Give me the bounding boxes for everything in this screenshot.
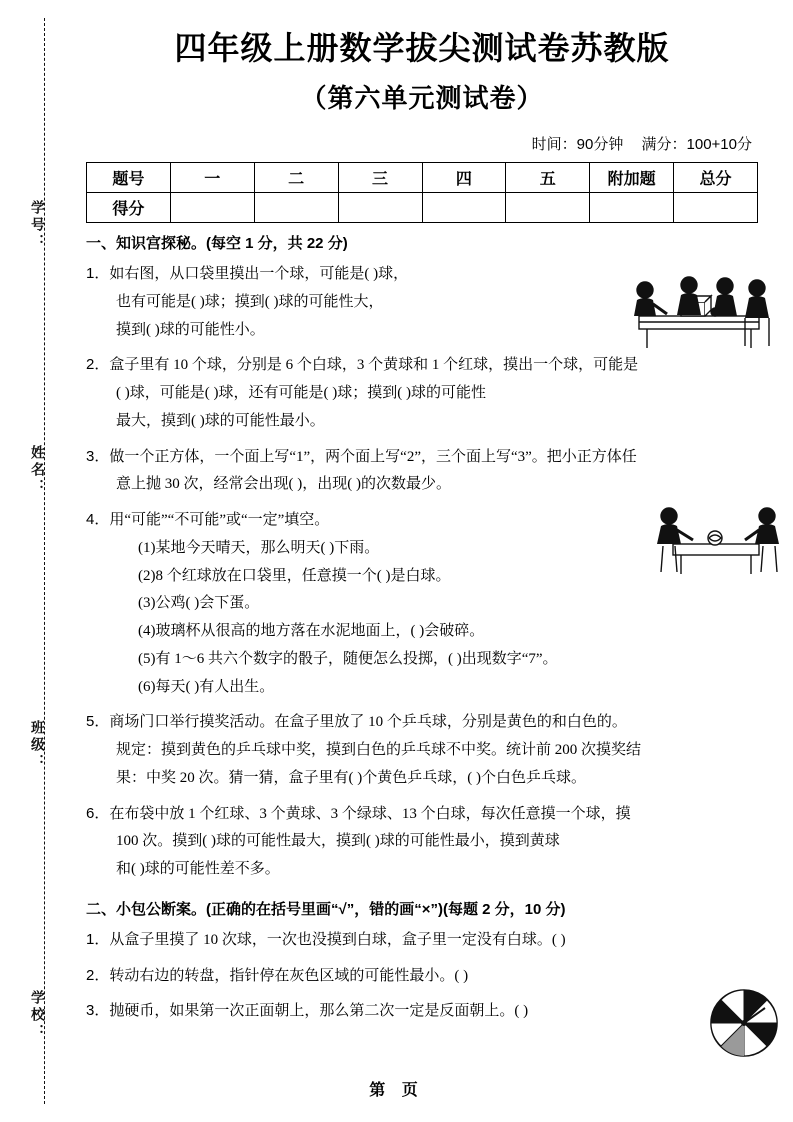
q4-item-2: (2)8 个红球放在口袋里，任意摸一个( )是白球。 xyxy=(138,567,451,584)
side-label-student-number: 学号： xyxy=(30,200,46,251)
side-label-group xyxy=(18,0,48,1122)
question-2-3 xyxy=(86,997,758,1026)
exam-time: 时间：90分钟 xyxy=(531,136,624,153)
q4-number: 4． xyxy=(86,511,110,528)
side-label-class: 班级： xyxy=(30,720,46,771)
score-header-2: 二 xyxy=(254,163,338,193)
question-1-2 xyxy=(86,351,758,435)
s2-q2-text: 转动右边的转盘，指针停在灰色区域的可能性最小。( ) xyxy=(109,967,469,984)
question-2-2 xyxy=(86,962,758,991)
side-label-school: 学校： xyxy=(30,990,46,1041)
q2-line1: 盒子里有 10 个球，分别是 6 个白球，3 个黄球和 1 个红球，摸出一个球，可能是 xyxy=(109,357,639,374)
spinner-wheel-illustration xyxy=(707,986,781,1060)
score-header-1: 一 xyxy=(170,163,254,193)
q3-number: 3． xyxy=(86,447,110,465)
exam-meta xyxy=(86,133,758,154)
q4-item-3: (3)公鸡( )会下蛋。 xyxy=(138,595,260,612)
section-2-heading: 二、小包公断案。(正确的在括号里画“√”，错的画“×”)(每题 2 分，10 分) xyxy=(86,900,566,918)
q3-line1: 做一个正方体，一个面上写“1”，两个面上写“2”，三个面上写“3”。把小正方体任 xyxy=(109,448,637,465)
side-label-name: 姓名： xyxy=(30,445,46,496)
s2-q1-text: 从盒子里摸了 10 次球，一次也没摸到白球，盒子里一定没有白球。( ) xyxy=(109,931,566,948)
table-row-header xyxy=(87,163,758,193)
q4-item-5: (5)有 1～6 共六个数字的骰子，随便怎么投掷，( )出现数字“7”。 xyxy=(138,650,558,667)
section-1-heading: 一、知识宫探秘。(每空 1 分，共 22 分) xyxy=(86,235,348,252)
q6-number: 6． xyxy=(86,804,110,822)
q1-line1: 如右图，从口袋里摸出一个球，可能是( )球， xyxy=(109,266,409,282)
page-subtitle: （第六单元测试卷） xyxy=(300,83,544,113)
question-1-3 xyxy=(86,443,758,500)
q2-line3: 最大，摸到( )球的可能性最小。 xyxy=(116,412,325,429)
q6-line1: 在布袋中放 1 个红球、3 个黄球、3 个绿球、13 个白球，每次任意摸一个球，摸 xyxy=(109,805,631,822)
q2-line2: ( )球，可能是( )球，还有可能是( )球；摸到( )球的可能性 xyxy=(116,385,486,401)
score-cell-4[interactable] xyxy=(422,193,506,223)
score-cell-1[interactable] xyxy=(170,193,254,223)
q4-line1: 用“可能”“不可能”或“一定”填空。 xyxy=(109,512,330,528)
q1-line2: 也有可能是( )球；摸到( )球的可能性大， xyxy=(116,293,384,310)
question-1-6 xyxy=(86,800,758,884)
q4-item-6: (6)每天( )有人出生。 xyxy=(138,678,275,695)
score-cell-5[interactable] xyxy=(506,193,590,223)
q5-line2: 规定：摸到黄色的乒乓球中奖，摸到白色的乒乓球不中奖。统计前 200 次摸奖结 xyxy=(116,742,642,758)
q3-line2: 意上抛 30 次，经常会出现( )，出现( )的次数最少。 xyxy=(116,476,451,493)
q6-line3: 和( )球的可能性差不多。 xyxy=(116,861,280,877)
score-header-7: 总分 xyxy=(674,163,758,193)
s2-q3-number: 3． xyxy=(86,1002,110,1020)
score-cell-7[interactable] xyxy=(674,193,758,223)
score-header-0: 题号 xyxy=(87,163,171,193)
score-header-6: 附加题 xyxy=(590,163,674,193)
question-2-1 xyxy=(86,926,758,955)
score-header-3: 三 xyxy=(338,163,422,193)
page-title: 四年级上册数学拔尖测试卷苏教版 xyxy=(174,30,670,66)
score-cell-2[interactable] xyxy=(254,193,338,223)
s2-q3-text: 抛硬币，如果第一次正面朝上，那么第二次一定是反面朝上。( ) xyxy=(109,1003,529,1020)
page-footer: 第 页 xyxy=(369,1082,424,1099)
q4-item-4: (4)玻璃杯从很高的地方落在水泥地面上，( )会破碎。 xyxy=(138,623,485,639)
children-at-table-illustration xyxy=(619,268,793,354)
score-header-5: 五 xyxy=(506,163,590,193)
exam-full-score: 满分：100+10分 xyxy=(641,136,752,153)
q4-item-1: (1)某地今天晴天，那么明天( )下雨。 xyxy=(138,539,380,556)
score-row-label: 得分 xyxy=(87,193,171,223)
q5-line1: 商场门口举行摸奖活动。在盒子里放了 10 个乒乓球，分别是黄色的和白色的。 xyxy=(109,714,627,731)
question-1-5 xyxy=(86,708,758,792)
q1-number: 1． xyxy=(86,265,110,282)
s2-q2-number: 2． xyxy=(86,966,110,984)
q6-line2: 100 次。摸到( )球的可能性最大，摸到( )球的可能性最小，摸到黄球 xyxy=(116,833,560,850)
score-cell-6[interactable] xyxy=(590,193,674,223)
q5-number: 5． xyxy=(86,713,110,731)
score-table xyxy=(86,162,758,223)
two-children-at-table-illustration xyxy=(649,500,789,578)
score-header-4: 四 xyxy=(422,163,506,193)
q5-line3: 果：中奖 20 次。猜一猜，盒子里有( )个黄色乒乓球，( )个白色乒乓球。 xyxy=(116,769,586,786)
q1-line3: 摸到( )球的可能性小。 xyxy=(116,321,265,338)
s2-q1-number: 1． xyxy=(86,930,110,948)
q2-number: 2． xyxy=(86,356,110,374)
table-row-score xyxy=(87,193,758,223)
score-cell-3[interactable] xyxy=(338,193,422,223)
